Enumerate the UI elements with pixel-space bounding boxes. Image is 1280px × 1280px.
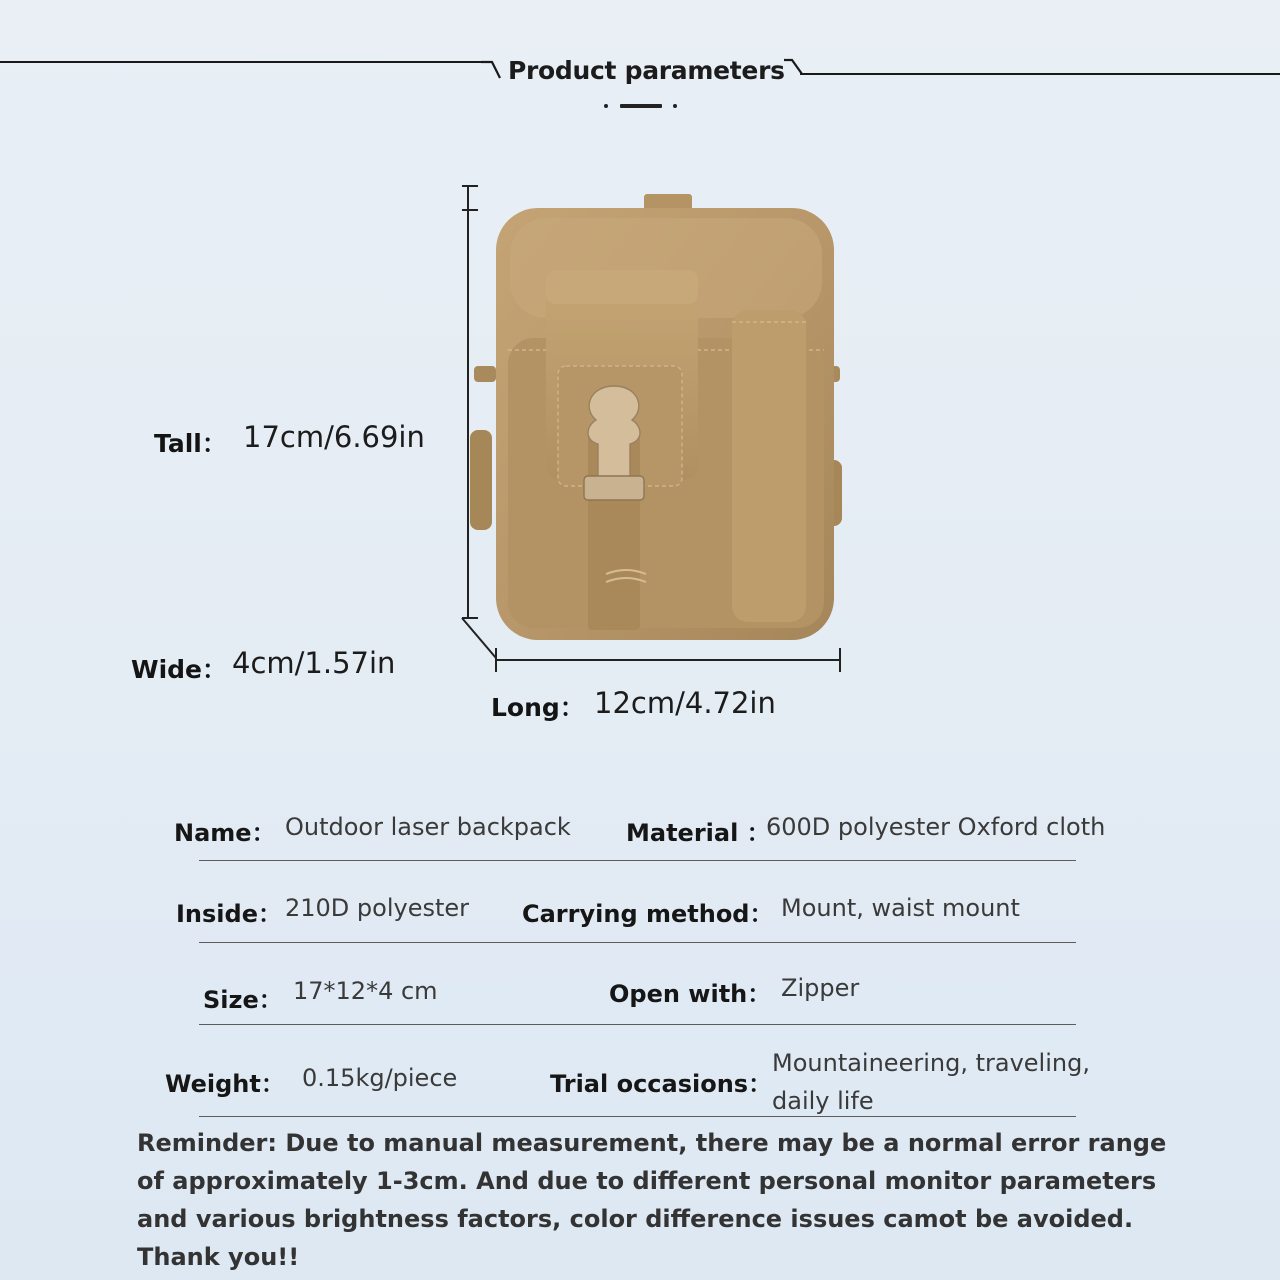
wide-value: 4cm/1.57in xyxy=(232,646,396,680)
spec-key-name: Name： xyxy=(174,819,276,847)
spec-row-divider xyxy=(199,860,1076,861)
spec-value-carrying-method: Mount, waist mount xyxy=(781,894,1020,922)
spec-key-weight: Weight： xyxy=(165,1070,285,1098)
spec-value-trial-occasions: Mountaineering, traveling, daily life xyxy=(772,1049,1090,1115)
long-label: Long： xyxy=(491,693,585,722)
page-title: Product parameters xyxy=(508,56,785,85)
tactical-waist-pouch-icon xyxy=(466,190,846,640)
tall-label: Tall： xyxy=(154,429,227,458)
spec-row-divider xyxy=(199,1116,1076,1117)
tall-value: 17cm/6.69in xyxy=(243,420,425,454)
spec-key-open-with: Open with： xyxy=(609,980,772,1008)
spec-key-material: Material ： xyxy=(626,819,771,847)
spec-value-inside: 210D polyester xyxy=(285,894,470,922)
spec-value-size: 17*12*4 cm xyxy=(293,977,438,1005)
spec-key-trial-occasions: Trial occasions： xyxy=(550,1070,773,1098)
wide-label: Wide： xyxy=(131,655,227,684)
long-value: 12cm/4.72in xyxy=(594,686,776,720)
spec-key-inside: Inside： xyxy=(176,900,282,928)
spec-value-weight: 0.15kg/piece xyxy=(302,1064,458,1092)
spec-value-material: 600D polyester Oxford cloth xyxy=(766,813,1106,841)
spec-row-divider xyxy=(199,1024,1076,1025)
spec-key-carrying-method: Carrying method： xyxy=(522,900,774,928)
reminder-text: Reminder: Due to manual measurement, there may be a normal error range of approximately 1-3cm. And due to different personal monitor parameters and various brightness factors, color difference issues camot be avoided. Thank you!! xyxy=(137,1129,1167,1271)
spec-row-divider xyxy=(199,942,1076,943)
spec-value-open-with: Zipper xyxy=(781,974,860,1002)
spec-value-name: Outdoor laser backpack xyxy=(285,813,571,841)
spec-key-size: Size： xyxy=(203,986,283,1014)
